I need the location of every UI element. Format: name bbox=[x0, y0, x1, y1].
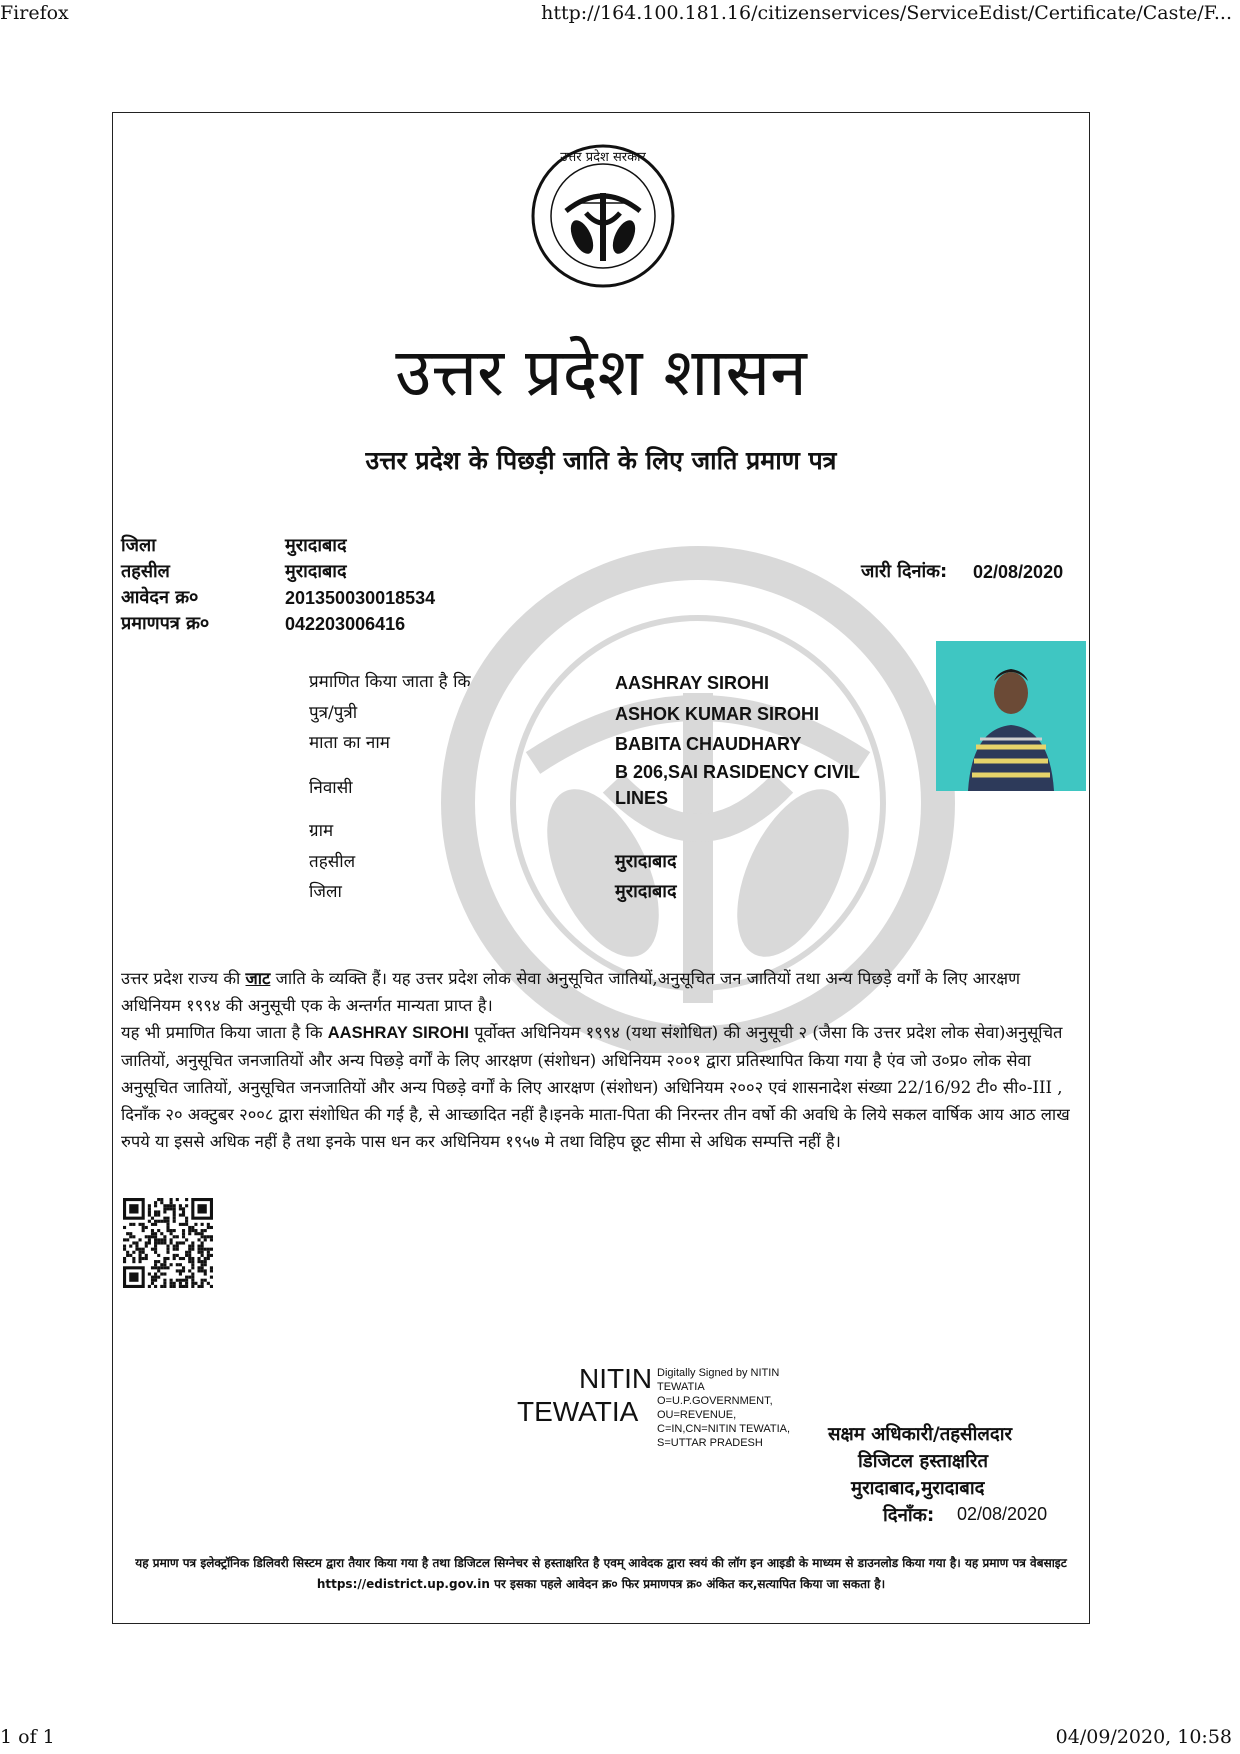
district-value: मुरादाबाद bbox=[285, 535, 347, 556]
authority-digital-signed: डिजिटल हस्ताक्षरित bbox=[858, 1451, 989, 1472]
tehsil-label: तहसील bbox=[121, 561, 170, 582]
print-header-browser: Firefox bbox=[0, 2, 69, 24]
certificate-title: उत्तर प्रदेश के पिछड़ी जाति के लिए जाति प्रमाण पत्र bbox=[365, 446, 837, 475]
authority-title: सक्षम अधिकारी/तहसीलदार bbox=[828, 1424, 1013, 1445]
mother-name: BABITA CHAUDHARY bbox=[615, 734, 802, 754]
resident-label: निवासी bbox=[309, 778, 353, 798]
detail-tehsil-label: तहसील bbox=[309, 852, 356, 872]
income-paragraph: यह भी प्रमाणित किया जाता है कि AASHRAY SIROHI पूर्वोक्त अधिनियम १९९४ (यथा संशोधित) की अनुसूची २ (जैसा कि उत्तर प्रदेश लोक सेवा)अनुसूचित जातियों, अनुसूचित जनजातियों और अन्य पिछड़े वर्गों के लिए आरक्षण (संशोधन) अधिनियम २००१ द्वारा प्रतिस्थापित किया गया है एंव जो उ०प्र० लोक सेवा अनुसूचित जातियों, अनुसूचित जनजातियों और अन्य पिछड़े वर्गों के लिए आरक्षण (संशोधन) अधिनियम २००२ एवं शासनादेश संख्या 22/16/92 टी० सी०-III , दिनाँक २० अक्टुबर २००८ द्वारा संशोधित की गई है, से आच्छादित नहीं है।इनके माता-पिता की निरन्तर तीन वर्षो की अवधि के लिये सकल वार्षिक आय आठ लाख रुपये या इससे अधिक नहीं है तथा इनके पास धन कर अधिनियम १९५७ मे तथा विहिप छूट सीमा से अधिक सम्पत्ति नहीं है। bbox=[121, 1023, 1070, 1151]
address-value: B 206,SAI RASIDENCY CIVIL LINES bbox=[615, 762, 860, 808]
person-photo-icon bbox=[936, 641, 1086, 791]
issue-date-label: जारी दिनांक: bbox=[861, 561, 948, 582]
signer-first-name: NITIN bbox=[579, 1363, 653, 1394]
up-government-emblem-icon bbox=[528, 141, 678, 291]
application-no-value: 201350030018534 bbox=[285, 588, 436, 608]
verification-footnote: यह प्रमाण पत्र इलेक्ट्रॉनिक डिलिवरी सिस्टम द्वारा तैयार किया गया है तथा डिजिटल सिग्नेचर से हस्ताक्षरित है एवम् आवेदक द्वारा स्वयं की लॉग इन आइडी के माध्यम से डाउनलोड किया गया है। यह प्रमाण पत्र वेबसाइट https://edistrict.up.gov.in पर इसका पहले आवेदन क्र० फिर प्रमाणपत्र क्र० अंकित कर,सत्यापित किया जा सकता है। bbox=[135, 1556, 1067, 1591]
applicant-name: AASHRAY SIROHI bbox=[615, 673, 770, 693]
village-label: ग्राम bbox=[309, 821, 334, 841]
authority-date-label: दिनाँक: bbox=[883, 1505, 935, 1526]
detail-district-label: जिला bbox=[309, 882, 342, 902]
government-title: उत्तर प्रदेश शासन bbox=[395, 334, 807, 411]
certificate-frame bbox=[112, 112, 1090, 1624]
detail-district-value: मुरादाबाद bbox=[615, 881, 677, 902]
detail-tehsil-value: मुरादाबाद bbox=[615, 851, 677, 872]
svg-text:उत्तर प्रदेश सरकार: उत्तर प्रदेश सरकार bbox=[560, 150, 646, 165]
authority-location: मुरादाबाद,मुरादाबाद bbox=[851, 1478, 985, 1499]
print-footer-datetime: 04/09/2020, 10:58 bbox=[1055, 1726, 1232, 1748]
caste-paragraph: उत्तर प्रदेश राज्य की जाट जाति के व्यक्ति हैं। यह उत्तर प्रदेश लोक सेवा अनुसूचित जातियों,अनुसूचित जन जातियों तथा अन्य पिछड़े वर्गों के लिए आरक्षण अधिनियम १९९४ की अनुसूची एक के अन्तर्गत मान्यता प्राप्त है। bbox=[121, 969, 1021, 1015]
paragraph-applicant-name: AASHRAY SIROHI bbox=[327, 1024, 469, 1042]
signer-last-name: TEWATIA bbox=[517, 1396, 639, 1427]
qr-code-icon bbox=[123, 1198, 213, 1288]
certificate-no-label: प्रमाणपत्र क्र० bbox=[121, 613, 210, 634]
tehsil-value: मुरादाबाद bbox=[285, 561, 347, 582]
print-header-url: http://164.100.181.16/citizenservices/ServiceEdist/Certificate/Caste/F... bbox=[541, 2, 1232, 24]
issue-date-value: 02/08/2020 bbox=[973, 562, 1064, 582]
applicant-photo bbox=[936, 641, 1086, 791]
authority-date-value: 02/08/2020 bbox=[957, 1504, 1048, 1524]
print-footer-page: 1 of 1 bbox=[0, 1726, 55, 1748]
certificate-no-value: 042203006416 bbox=[285, 614, 406, 634]
digital-signature-details: Digitally Signed by NITIN TEWATIA O=U.P.GOVERNMENT, OU=REVENUE, C=IN,CN=NITIN TEWATIA, S=UTTAR PRADESH bbox=[657, 1367, 791, 1449]
caste-name: जाट bbox=[245, 969, 271, 988]
mother-label: माता का नाम bbox=[309, 733, 390, 753]
father-name: ASHOK KUMAR SIROHI bbox=[615, 704, 820, 724]
district-label: जिला bbox=[121, 535, 156, 556]
application-no-label: आवेदन क्र० bbox=[121, 587, 199, 608]
certified-label: प्रमाणित किया जाता है कि bbox=[309, 672, 471, 692]
son-daughter-label: पुत्र/पुत्री bbox=[309, 703, 358, 723]
